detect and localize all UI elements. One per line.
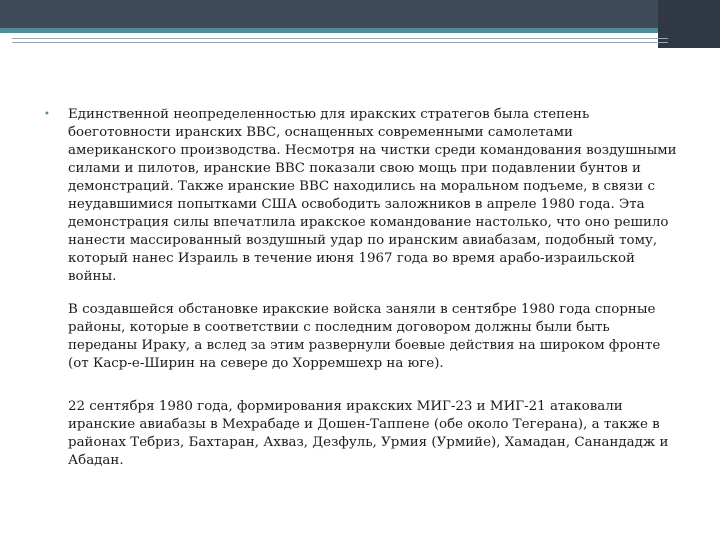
paragraph-1-text: Единственной неопределенностью для иракских стратегов была степень боеготовности иранских ВВС, оснащенных современными самолетами американского производства. Несмотря на чистки среди командования воздушными силами и пилотов, иранские ВВС показали свою мощь при подавлении бунтов и демонстраций. Также иранские ВВС находились на моральном подъеме, в связи с неудавшимися попытками США освободить заложников в апреле 1980 года. Эта демонстрация силы впечатлила иракское командование настолько, что оно решило нанести массированный воздушный удар по иранским авиабазам, подобный тому, который нанес Израиль в течение июня 1967 года во время арабо-израильской войны.: [68, 107, 677, 284]
header-divider-lines: [12, 38, 668, 46]
paragraph-2: В создавшейся обстановке иракские войска заняли в сентябре 1980 года спорные районы, которые в соответствии с последним договором должны были быть переданы Ираку, а вслед за этим развернули боевые действия на широком фронте (от Каср-е-Ширин на севере до Хорремшехр на юге).: [68, 302, 661, 371]
header-accent-stripe: [0, 28, 720, 33]
paragraph-3: 22 сентября 1980 года, формирования иракских МИГ-23 и МИГ-21 атаковали иранские авиабазы в Мехрабаде и Дошен-Таппене (обе около Тегерана), а также в районах Тебриз, Бахтаран, Ахваз, Дезфуль, Урмия (Урмийе), Хамадан, Санандадж и Абадан.: [68, 399, 669, 468]
bullet-icon: •: [44, 109, 50, 120]
header-bar: [0, 0, 720, 28]
slide-body: [44, 106, 680, 470]
paragraph-1: [44, 106, 680, 286]
